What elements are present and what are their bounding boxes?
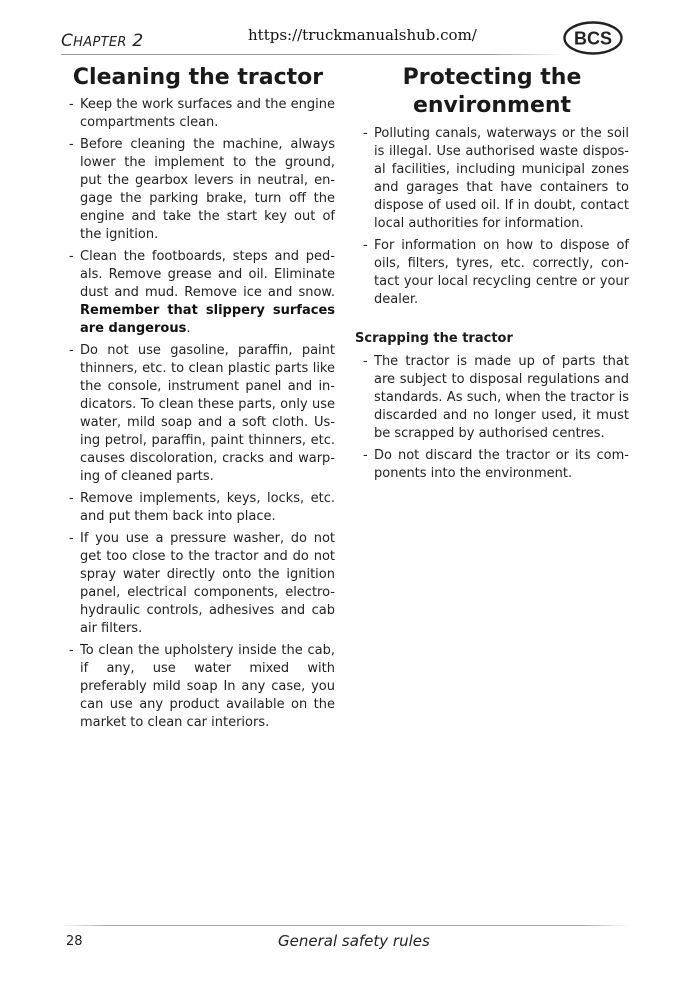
bcs-logo bbox=[563, 21, 623, 55]
warning-text: Remember that slippery surfaces are dangerous bbox=[80, 303, 335, 336]
page-number: 28 bbox=[66, 934, 83, 949]
chapter-number: 2 bbox=[132, 31, 144, 51]
subsection-title: Scrapping the tractor bbox=[355, 331, 513, 346]
chapter-initial: C bbox=[61, 31, 74, 51]
chapter-word: HAPTER bbox=[73, 35, 127, 50]
list-item: - Before cleaning the machine, always lower the implement to the ground, put the gearbox levers in neutral, en-gage the parking brake, turn off the engine and take the start key out of the ignition. bbox=[69, 137, 335, 242]
list-item: - The tractor is made up of parts that are subject to disposal regulations and standards. As such, when the tractor is discarded and no longer used, it must be scrapped by authorised centres. bbox=[363, 354, 629, 441]
list-item: - Remove implements, keys, locks, etc. and put them back into place. bbox=[69, 491, 335, 524]
list-item: - Do not discard the tractor or its com-ponents into the environment. bbox=[363, 448, 629, 481]
svg-text:BCS: BCS bbox=[573, 28, 613, 49]
chapter-heading bbox=[61, 31, 144, 51]
environment-section bbox=[355, 64, 629, 483]
list-item: - Do not use gasoline, paraffin, paint thinners, etc. to clean plastic parts like the console, instrument panel and in-dicators. To clean these parts, only use water, mild soap and a soft cloth. Us-ing petrol, paraffin, paint thinners, etc. causes discoloration, cracks and warp-ing of cleaned parts. bbox=[69, 343, 335, 484]
cleaning-section bbox=[61, 64, 335, 732]
list-item: - If you use a pressure washer, do not get too close to the tractor and do not spray water directly onto the ignition panel, electrical components, electro-hydraulic controls, adhesives and cab air filters. bbox=[69, 531, 335, 636]
cleaning-list bbox=[61, 96, 335, 732]
scrapping-list bbox=[355, 353, 629, 483]
footer-title: General safety rules bbox=[278, 932, 430, 950]
list-item: - To clean the upholstery inside the cab, if any, use water mixed with preferably mild soap In any case, you can use any product available on the market to clean car interiors. bbox=[69, 643, 335, 730]
footer-divider bbox=[61, 925, 629, 926]
list-item: - Polluting canals, waterways or the soil is illegal. Use authorised waste dispos-al facilities, including municipal zones and garages that have containers to dispose of used oil. If in doubt, contact local authorities for information. bbox=[363, 126, 629, 231]
section-title: Cleaning the tractor bbox=[72, 65, 324, 90]
section-title: Protecting the environment bbox=[402, 65, 582, 118]
source-url: https://truckmanualshub.com/ bbox=[248, 26, 477, 44]
header-divider bbox=[61, 54, 564, 55]
list-item: - For information on how to dispose of oils, filters, tyres, etc. correctly, con-tact your local recycling centre or your dealer. bbox=[363, 238, 629, 307]
list-item: - Keep the work surfaces and the engine compartments clean. bbox=[69, 97, 335, 130]
environment-list bbox=[355, 125, 629, 309]
list-item: - Clean the footboards, steps and ped-als. Remove grease and oil. Eliminate dust and mud. Remove ice and snow. Remember that slippery surfaces are dangerous. bbox=[69, 249, 335, 336]
